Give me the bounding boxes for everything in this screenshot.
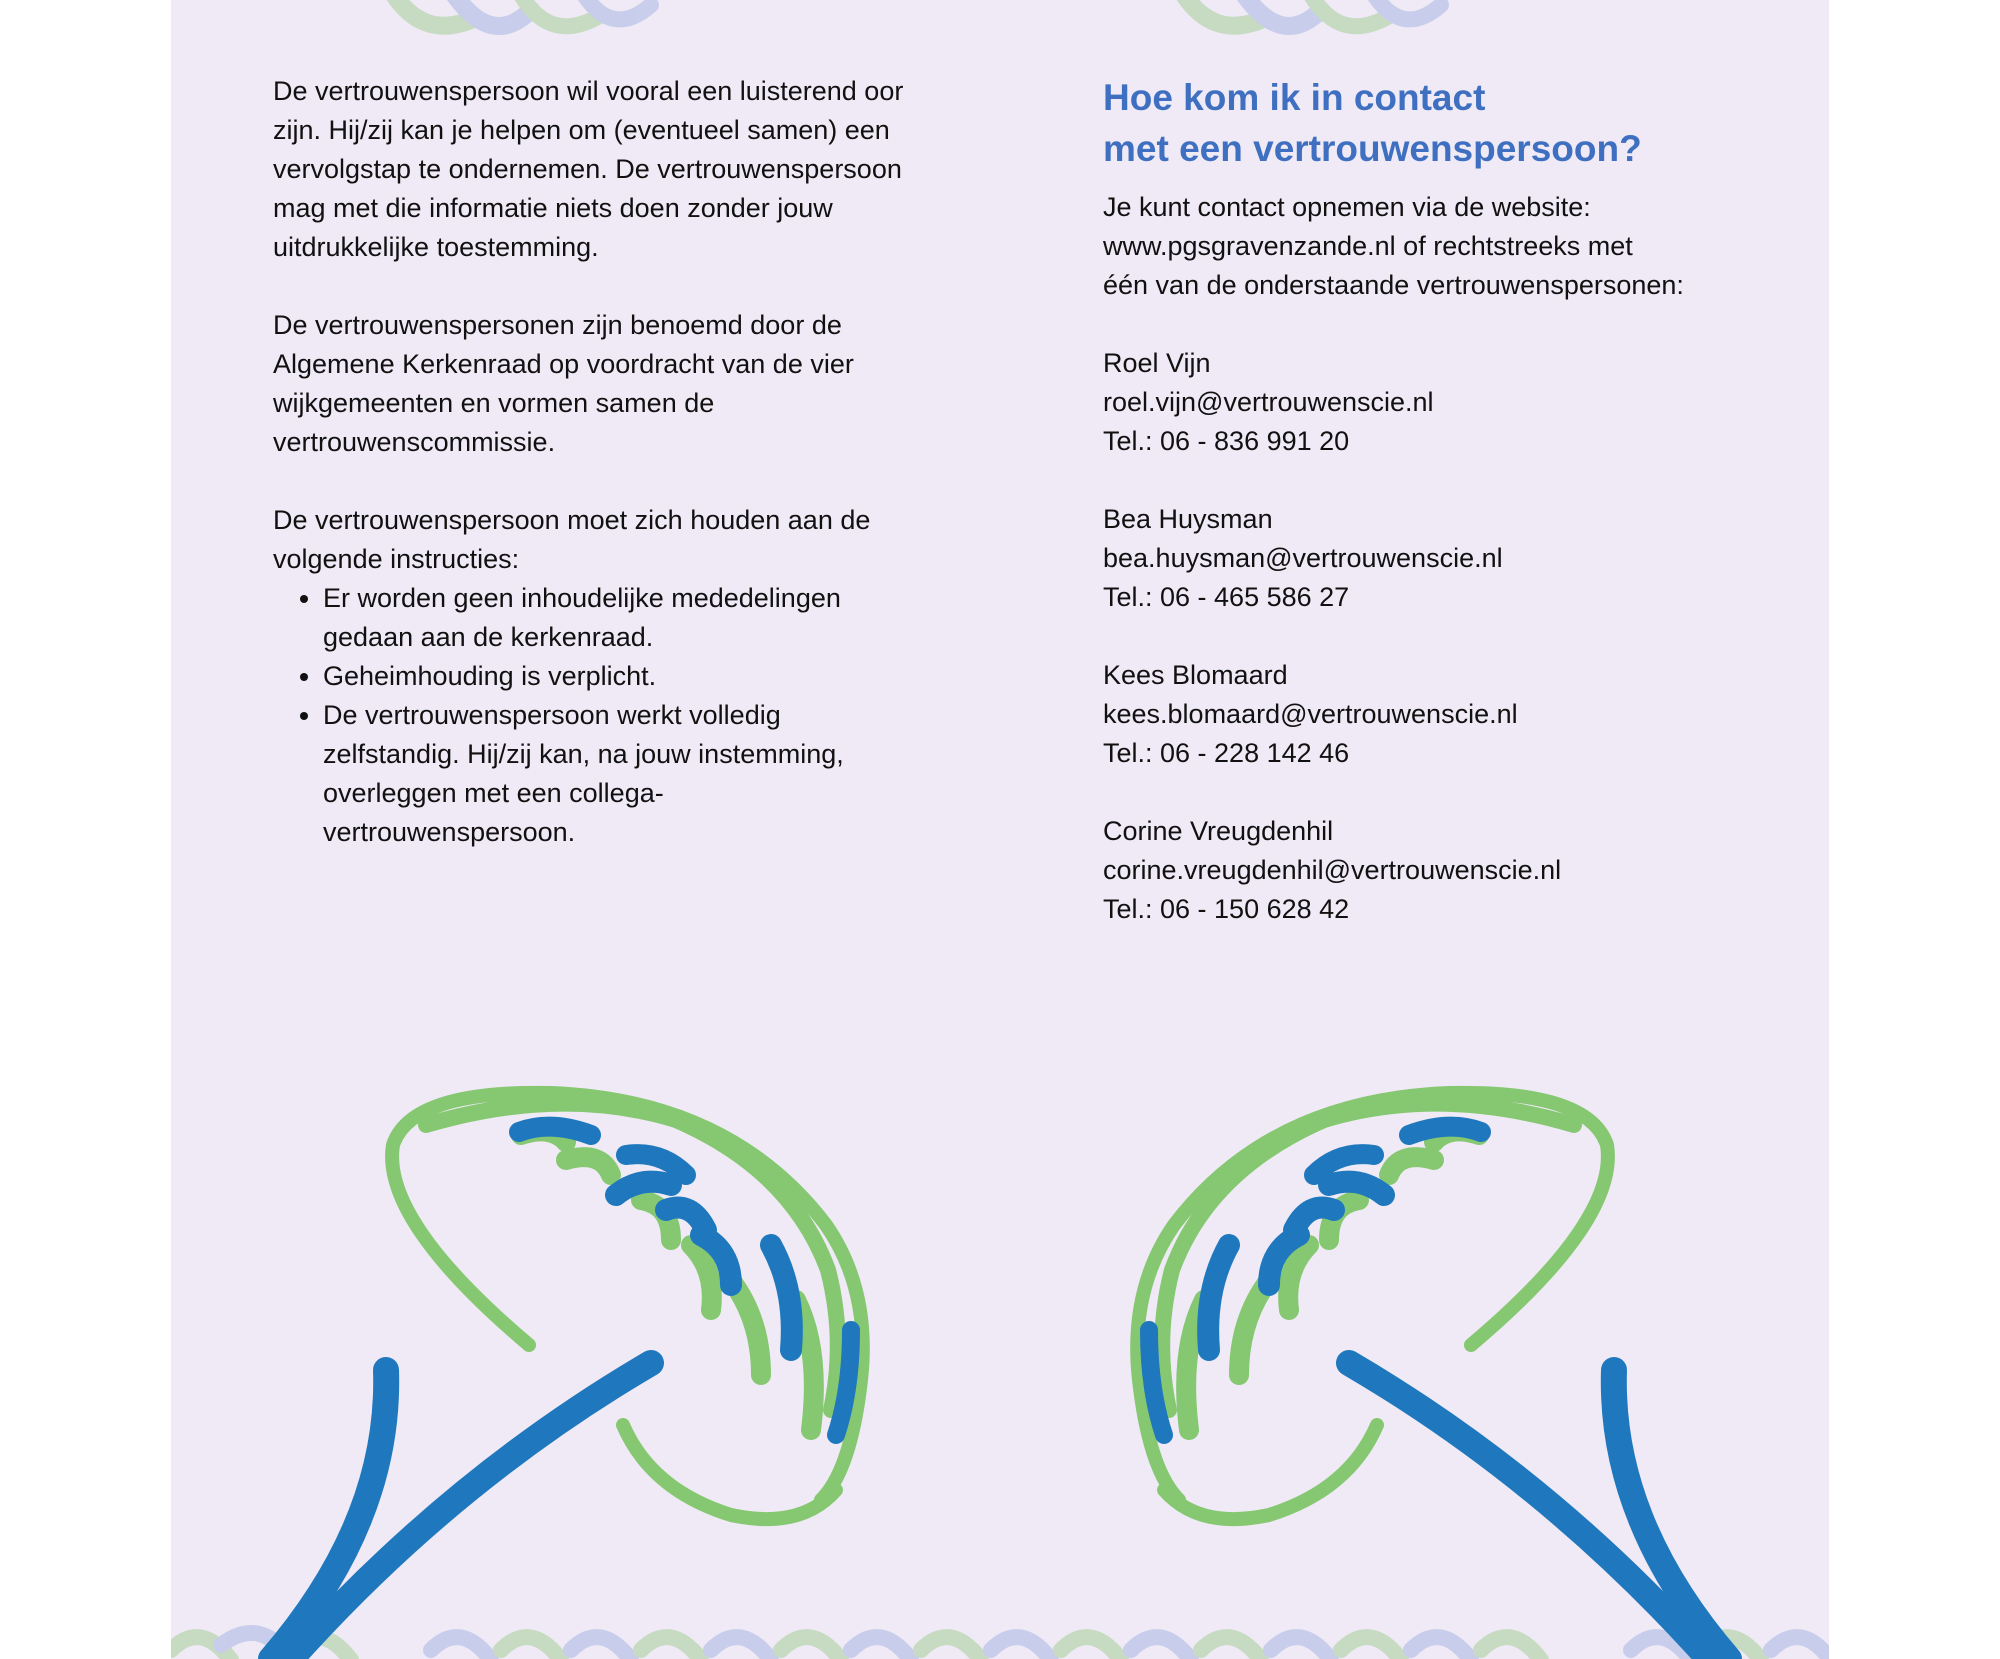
contact-name: Corine Vreugdenhil <box>1103 816 1334 846</box>
contact-email: bea.huysman@vertrouwenscie.nl <box>1103 543 1503 573</box>
list-item: • De vertrouwenspersoon werkt volledig zelfstandig. Hij/zij kan, na jouw instemming, overleggen met een collega-vertrouwenspersoon. <box>323 696 913 852</box>
contact-heading <box>1103 72 1753 174</box>
top-border-decoration <box>391 0 1441 26</box>
contact-corine-vreugdenhil <box>1103 812 1753 929</box>
contact-name: Roel Vijn <box>1103 348 1211 378</box>
contact-phone: Tel.: 06 - 465 586 27 <box>1103 582 1350 612</box>
paragraph-listening-ear: De vertrouwenspersoon wil vooral een luisterend oor zijn. Hij/zij kan je helpen om (eventueel samen) een vervolgstap te ondernemen. De vertrouwenspersoon mag met die informatie niets doen zonder jouw uitdrukkelijke toestemming. <box>273 76 904 262</box>
left-column <box>273 72 913 852</box>
contact-email: kees.blomaard@vertrouwenscie.nl <box>1103 699 1518 729</box>
bottom-border-decoration <box>171 1633 1829 1659</box>
contact-roel-vijn <box>1103 344 1753 461</box>
contact-intro-line-2: www.pgsgravenzande.nl of rechtstreeks met <box>1103 231 1633 261</box>
contact-name: Kees Blomaard <box>1103 660 1288 690</box>
document-page <box>171 0 1829 1659</box>
contact-intro <box>1103 188 1753 305</box>
contact-heading-line-1: Hoe kom ik in contact <box>1103 77 1486 118</box>
paragraph-instructions-intro: De vertrouwenspersoon moet zich houden aan de volgende instructies: <box>273 505 871 574</box>
contact-phone: Tel.: 06 - 150 628 42 <box>1103 894 1350 924</box>
list-item: • Geheimhouding is verplicht. <box>323 657 913 696</box>
contact-kees-blomaard <box>1103 656 1753 773</box>
list-item: • Er worden geen inhoudelijke mededelingen gedaan aan de kerkenraad. <box>323 579 913 657</box>
contact-name: Bea Huysman <box>1103 504 1273 534</box>
contact-phone: Tel.: 06 - 228 142 46 <box>1103 738 1350 768</box>
contact-email: roel.vijn@vertrouwenscie.nl <box>1103 387 1434 417</box>
contact-intro-line-1: Je kunt contact opnemen via de website: <box>1103 192 1591 222</box>
contact-heading-line-2: met een vertrouwenspersoon? <box>1103 128 1642 169</box>
contact-email: corine.vreugdenhil@vertrouwenscie.nl <box>1103 855 1562 885</box>
contact-intro-line-3: één van de onderstaande vertrouwenspersonen: <box>1103 270 1684 300</box>
contact-bea-huysman <box>1103 500 1753 617</box>
right-column <box>1103 72 1753 968</box>
left-ribbon-illustration <box>271 1093 863 1659</box>
instructions-list <box>273 579 913 852</box>
right-ribbon-illustration <box>1137 1093 1729 1659</box>
contact-phone: Tel.: 06 - 836 991 20 <box>1103 426 1350 456</box>
paragraph-appointment: De vertrouwenspersonen zijn benoemd door de Algemene Kerkenraad op voordracht van de vier wijkgemeenten en vormen samen de vertrouwenscommissie. <box>273 310 854 457</box>
